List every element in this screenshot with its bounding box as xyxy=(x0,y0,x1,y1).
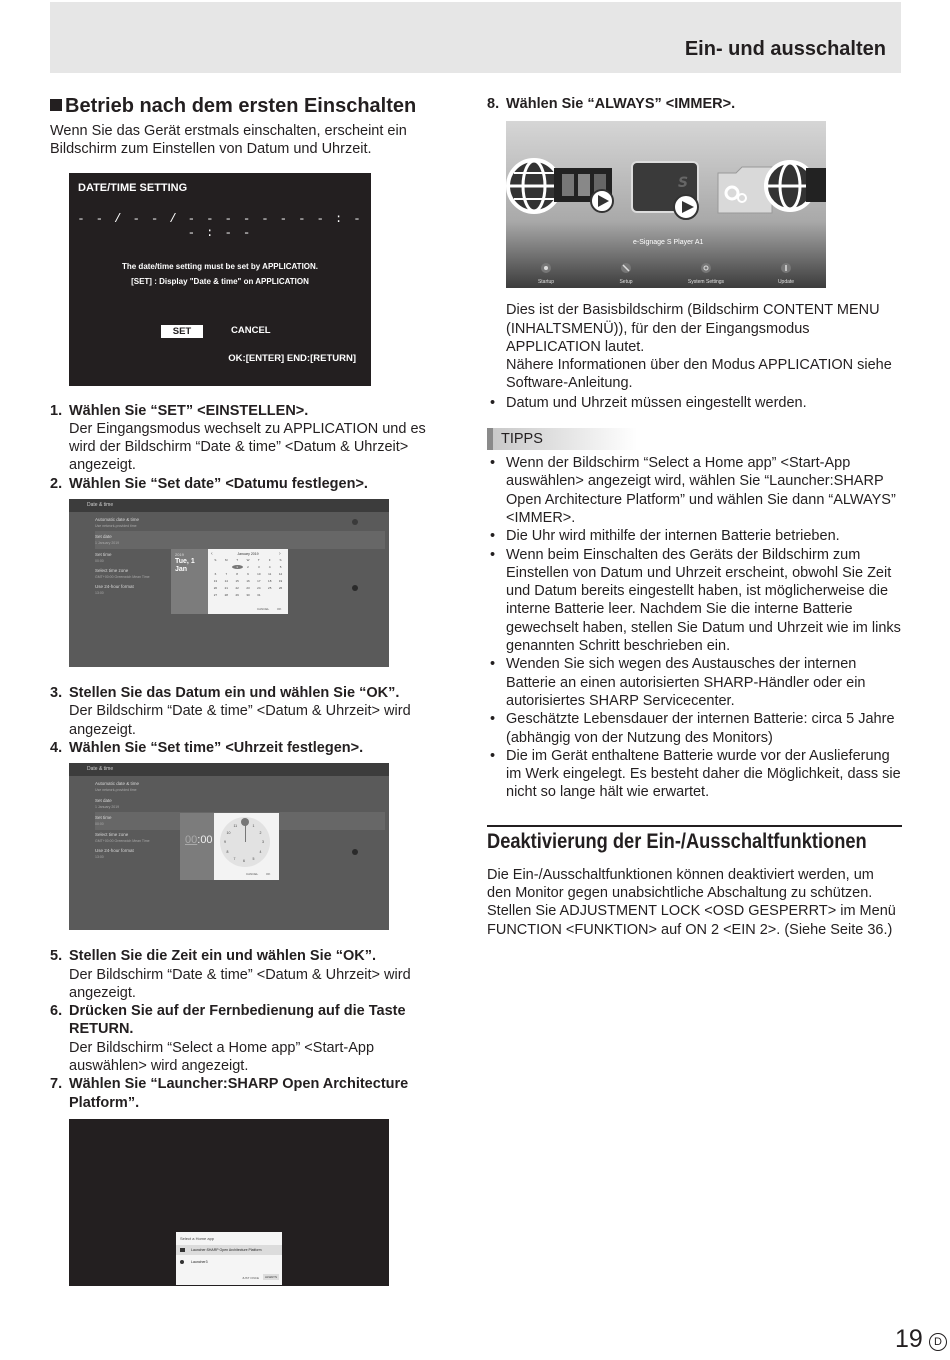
picker-month: January 2019 xyxy=(237,552,259,557)
content-menu-graphics xyxy=(506,121,826,288)
tip-item xyxy=(487,655,902,710)
step-title: Wählen Sie “Set date” <Datumu festlegen>. xyxy=(69,475,368,492)
option-label: Launcher3 xyxy=(191,1259,208,1264)
bullet-dot: • xyxy=(490,455,496,472)
page-number: 19 xyxy=(895,1325,923,1353)
content-menu-screenshot xyxy=(506,121,826,288)
player-label: e-Signage S Player A1 xyxy=(633,239,704,247)
row-label: Set date xyxy=(95,798,112,804)
tip-item xyxy=(487,710,902,747)
row-label: Set time xyxy=(95,552,112,558)
row-label: Use 24-hour format xyxy=(95,584,134,590)
time-display xyxy=(185,834,213,846)
bullet-dot: • xyxy=(490,546,496,563)
dts-placeholder: - - / - - / - - - - - - - - : - - : - - xyxy=(77,211,363,240)
step-title: Wählen Sie “ALWAYS” <IMMER>. xyxy=(506,96,736,112)
settings-topbar xyxy=(69,499,389,512)
home-app-option-1[interactable] xyxy=(176,1245,282,1255)
weekday-label: T xyxy=(257,558,260,563)
time-hour[interactable]: 00 xyxy=(185,834,198,847)
step-7 xyxy=(50,1075,450,1112)
bullet-dot: • xyxy=(490,528,496,545)
calendar-day[interactable]: 21 xyxy=(224,586,228,591)
step-number: 4. xyxy=(50,739,63,756)
weekday-label: W xyxy=(246,558,250,563)
calendar-day[interactable]: 9 xyxy=(247,572,249,577)
tip-text: Die im Gerät enthaltene Batterie wurde vor der Auslieferung im Werk eingelegt. Es besteht daher die Möglichkeit, dass sie nicht so lange hält wie erwartet. xyxy=(506,747,901,801)
home-app-option-2[interactable] xyxy=(176,1257,282,1267)
tip-item xyxy=(487,546,902,656)
row-value: 13:00 xyxy=(95,591,104,596)
launcher3-icon xyxy=(180,1260,184,1264)
chevron-left-icon[interactable]: ‹ xyxy=(211,551,213,558)
step-number: 5. xyxy=(50,948,63,965)
page-title: Ein- und ausschalten xyxy=(684,38,886,60)
tip-text: Geschätzte Lebensdauer der internen Batterie: circa 5 Jahre (abhängig von der Nutzung des Monitors) xyxy=(506,711,895,746)
system-settings-icon xyxy=(701,263,711,273)
clock-number[interactable]: 4 xyxy=(259,849,262,854)
tip-item xyxy=(487,527,902,545)
bullet-dot: • xyxy=(490,747,496,764)
settings-row xyxy=(95,778,385,796)
tips-heading xyxy=(487,428,637,450)
date-picker-dialog xyxy=(171,549,288,614)
setup-icon xyxy=(621,263,631,273)
intro-text: Wenn Sie das Gerät erstmals einschalten, erscheint ein Bildschirm zum Einstellen von Datum und Uhrzeit. xyxy=(50,123,407,158)
calendar-day[interactable]: 11 xyxy=(268,572,272,577)
section2-heading: Deaktivierung der Ein-/Ausschaltfunktionen xyxy=(487,829,867,853)
step-2 xyxy=(50,475,450,493)
right-column xyxy=(487,92,902,939)
clock-number[interactable]: 6 xyxy=(243,859,245,864)
row-value: Use network-provided time xyxy=(95,788,137,793)
explanation-text xyxy=(487,301,902,392)
calendar-day[interactable]: 22 xyxy=(235,586,239,591)
calendar-day[interactable]: 20 xyxy=(213,586,218,591)
calendar-day[interactable]: 6 xyxy=(214,572,217,577)
step-1 xyxy=(50,402,450,475)
step-6 xyxy=(50,1002,450,1075)
time-picker-header xyxy=(180,813,214,880)
dts-cancel-button[interactable]: CANCEL xyxy=(231,324,271,336)
folder-settings-icon xyxy=(718,167,772,213)
calendar-day[interactable]: 28 xyxy=(224,593,228,598)
globe-icon xyxy=(508,160,560,212)
step-number: 1. xyxy=(50,402,63,419)
calendar-day[interactable]: 2 xyxy=(247,565,249,570)
row-label: Set date xyxy=(95,534,112,540)
startup-icon xyxy=(541,263,551,273)
calendar-day[interactable]: 18 xyxy=(268,579,272,584)
clock-number[interactable]: 10 xyxy=(226,830,231,835)
calendar-day[interactable]: 15 xyxy=(235,579,239,584)
bullet-dot: • xyxy=(490,656,496,673)
settings-row xyxy=(95,514,385,532)
step-3 xyxy=(50,684,450,739)
calendar-day[interactable]: 17 xyxy=(257,579,261,584)
clock-hand xyxy=(245,823,246,842)
weekday-label: S xyxy=(214,558,217,563)
bullet-dot: • xyxy=(490,711,496,728)
clock-selected-dot xyxy=(241,818,249,826)
set-time-screenshot xyxy=(69,763,389,930)
dts-message-1: The date/time setting must be set by APPLICATION. xyxy=(121,261,319,271)
row-label: Automatic date & time xyxy=(95,781,140,787)
tip-item xyxy=(487,454,902,527)
language-badge: D xyxy=(929,1333,947,1351)
row-value: GMT+00:00 Greenwich Mean Time xyxy=(95,575,150,580)
clock-number[interactable]: 7 xyxy=(233,856,236,861)
row-label: Select time zone xyxy=(95,832,129,838)
row-label: Use 24-hour format xyxy=(95,848,134,854)
row-value: Use network-provided time xyxy=(95,524,137,529)
calendar-day[interactable]: 29 xyxy=(235,593,239,598)
section2-text: Die Ein-/Ausschaltfunktionen können deaktiviert werden, um den Monitor gegen unabsichtliche Abschaltung zu schützen. Stellen Sie ADJUSTMENT LOCK <OSD GESPERRT> im Menü FUNCTION <FUNKTION> auf ON 2 <EIN 2>. (Siehe Seite 36.) xyxy=(487,866,896,938)
row-value: GMT+00:00 Greenwich Mean Time xyxy=(95,839,150,844)
step-text: Der Bildschirm “Date & time” <Datum & Uhrzeit> wird angezeigt. xyxy=(69,966,411,1001)
square-bullet-icon xyxy=(50,99,62,111)
row-value: 00:00 xyxy=(95,559,104,564)
step-text: Der Eingangsmodus wechselt zu APPLICATION und es wird der Bildschirm “Date & time” <Datum & Uhrzeit> angezeigt. xyxy=(69,420,426,474)
step-number: 2. xyxy=(50,475,63,492)
step-title: Wählen Sie “SET” <EINSTELLEN>. xyxy=(69,402,309,419)
weekday-label: T xyxy=(236,558,239,563)
step-title: Stellen Sie die Zeit ein und wählen Sie “OK”. xyxy=(69,948,376,965)
calendar-day[interactable]: 23 xyxy=(246,586,250,591)
row-label: Set time xyxy=(95,815,112,821)
tips-list xyxy=(487,454,902,802)
settings-row xyxy=(95,795,385,813)
left-column xyxy=(50,92,450,1286)
bullet-dot: • xyxy=(490,394,496,411)
just-once-button[interactable]: JUST ONCE xyxy=(242,1275,259,1280)
clock-number[interactable]: 5 xyxy=(252,856,255,861)
app-icon xyxy=(180,1248,185,1252)
paragraph: Nähere Informationen über den Modus APPLICATION siehe Software-Anleitung. xyxy=(506,357,892,392)
film-icon xyxy=(554,168,613,212)
dts-title: DATE/TIME SETTING xyxy=(78,181,188,194)
calendar-day[interactable]: 25 xyxy=(268,586,272,591)
set-date-screenshot xyxy=(69,499,389,667)
calendar-day[interactable]: 8 xyxy=(236,572,238,577)
picker-date: Tue, 1 Jan xyxy=(175,558,195,574)
dts-set-button[interactable]: SET xyxy=(161,325,203,338)
section-divider xyxy=(487,825,902,827)
row-value: 00:00 xyxy=(95,822,104,827)
step-5 xyxy=(50,947,450,1002)
step-text: Der Bildschirm “Date & time” <Datum & Uhrzeit> wird angezeigt. xyxy=(69,703,411,738)
datetime-setting-screenshot xyxy=(69,173,371,386)
calendar-day[interactable]: 12 xyxy=(278,572,283,577)
step-title: Drücken Sie auf der Fernbedienung auf die Taste RETURN. xyxy=(69,1003,406,1038)
clock-number[interactable]: 11 xyxy=(233,823,238,828)
calendar-day[interactable]: 7 xyxy=(225,572,228,577)
calendar-day[interactable]: 31 xyxy=(257,593,261,598)
time-ok-button[interactable]: OK xyxy=(266,872,271,877)
tip-item xyxy=(487,747,902,802)
calendar-day[interactable]: 19 xyxy=(278,579,283,584)
time-separator: : xyxy=(197,834,201,847)
section-heading xyxy=(50,92,450,120)
section-heading-text: Betrieb nach dem ersten Einschalten xyxy=(65,95,417,117)
time-minute[interactable]: 00 xyxy=(200,834,213,847)
settings-topbar xyxy=(69,763,389,776)
svg-text:S: S xyxy=(678,175,689,192)
step-8 xyxy=(487,95,902,113)
calendar-day[interactable]: 13 xyxy=(213,579,218,584)
row-value: 1 January 2019 xyxy=(95,541,120,546)
calendar-day[interactable]: 24 xyxy=(257,586,261,591)
home-app-title: Select a Home app xyxy=(180,1235,215,1241)
header-band xyxy=(50,2,901,73)
calendar-day[interactable]: 27 xyxy=(213,593,218,598)
startup-label[interactable]: Startup xyxy=(537,279,555,286)
time-cancel-button[interactable]: CANCEL xyxy=(246,872,259,877)
chevron-right-icon[interactable]: › xyxy=(279,551,281,558)
calendar-day[interactable]: 5 xyxy=(279,565,282,570)
row-label: Select time zone xyxy=(95,568,129,574)
setup-label[interactable]: Setup xyxy=(619,279,633,286)
always-button[interactable]: ALWAYS xyxy=(265,1274,277,1279)
paragraph: Dies ist der Basisbildschirm (Bildschirm CONTENT MENU (INHALTSMENÜ)), für den der Eingangsmodus APPLICATION lautet. xyxy=(506,302,880,355)
clock-face[interactable] xyxy=(220,817,270,867)
step-4 xyxy=(50,739,450,757)
system-settings-label[interactable]: System Settings xyxy=(687,279,725,286)
calendar-day xyxy=(210,565,221,569)
update-label[interactable]: Update xyxy=(777,279,795,286)
row-value: 13:00 xyxy=(95,855,104,860)
clock-number[interactable]: 8 xyxy=(226,849,229,854)
row-value: 1 January 2019 xyxy=(95,805,120,810)
tip-text: Die Uhr wird mithilfe der internen Batterie betrieben. xyxy=(506,528,840,545)
topbar-title: Date & time xyxy=(87,502,114,509)
clock-number[interactable]: 1 xyxy=(252,823,255,828)
calendar-grid xyxy=(210,558,286,597)
picker-ok-button[interactable]: OK xyxy=(277,607,282,612)
topbar-title: Date & time xyxy=(87,766,114,773)
step-title: Wählen Sie “Launcher:SHARP Open Architecture Platform”. xyxy=(69,1076,409,1111)
weekday-label: M xyxy=(225,558,228,563)
calendar-day[interactable]: 4 xyxy=(268,565,271,570)
picker-year: 2019 xyxy=(175,552,184,558)
tips-label: TIPPS xyxy=(501,431,543,448)
date-picker-header xyxy=(171,549,208,614)
weekday-label: S xyxy=(279,558,282,563)
clock-number[interactable]: 9 xyxy=(224,840,226,845)
bullet-item xyxy=(487,394,902,412)
tip-text: Wenn beim Einschalten des Geräts der Bildschirm zum Einstellen von Datum und Uhrzeit erscheint, obwohl Sie Zeit und Datum bereits eingestellt haben, ist möglicherweise die interne Batterie leer. Nachdem Sie die interne Batterie gewechselt haben, stellen Sie Datum und Uhrzeit wie im links genannten Schritt beschrieben ein. xyxy=(506,546,901,655)
bullet-text: Datum und Uhrzeit müssen eingestellt werden. xyxy=(506,394,807,411)
step-number: 7. xyxy=(50,1076,63,1093)
dts-message-2: [SET] : Display "Date & time" on APPLICATION xyxy=(131,276,309,286)
step-title: Stellen Sie das Datum ein und wählen Sie “OK”. xyxy=(69,685,400,702)
option-label: Launcher:SHARP Open Architecture Platform xyxy=(191,1247,262,1252)
row-label: Automatic date & time xyxy=(95,517,140,523)
picker-cancel-button[interactable]: CANCEL xyxy=(257,607,270,612)
clock-number[interactable]: 2 xyxy=(259,830,262,835)
calendar-day[interactable]: 10 xyxy=(257,572,261,577)
select-home-app-screenshot xyxy=(69,1119,389,1286)
step-text: Der Bildschirm “Select a Home app” <Start-App auswählen> wird angezeigt. xyxy=(69,1039,375,1075)
update-icon xyxy=(781,263,791,273)
step-number: 3. xyxy=(50,685,63,702)
tip-text: Wenn der Bildschirm “Select a Home app” <Start-App auswählen> angezeigt wird, wählen Sie “Launcher:SHARP Open Architecture Platform” und wählen Sie dann “ALWAYS” <IMMER>. xyxy=(506,455,896,526)
calendar-day[interactable]: 16 xyxy=(246,579,250,584)
weekday-label: F xyxy=(268,558,271,563)
calendar-day[interactable]: 3 xyxy=(258,565,260,570)
calendar-day[interactable]: 14 xyxy=(224,579,228,584)
signage-player-icon xyxy=(632,162,698,219)
step-number: 6. xyxy=(50,1003,63,1020)
home-app-dialog xyxy=(176,1232,282,1285)
clock-number[interactable]: 3 xyxy=(262,840,264,845)
calendar-day[interactable]: 26 xyxy=(278,586,283,591)
calendar-day[interactable]: 1 xyxy=(232,565,243,569)
step-title: Wählen Sie “Set time” <Uhrzeit festlegen>. xyxy=(69,739,364,756)
settings-row xyxy=(95,531,385,549)
dts-keys-hint: OK:[ENTER] END:[RETURN] xyxy=(228,352,356,364)
step-number: 8. xyxy=(487,96,500,112)
tip-text: Wenden Sie sich wegen des Austausches der internen Batterie an einen autorisierten SHARP-Händler oder ein autorisiertes SHARP Servicecenter. xyxy=(506,656,866,709)
calendar-day[interactable]: 30 xyxy=(246,593,250,598)
time-picker-dialog xyxy=(180,813,279,880)
calendar-day xyxy=(221,565,232,569)
